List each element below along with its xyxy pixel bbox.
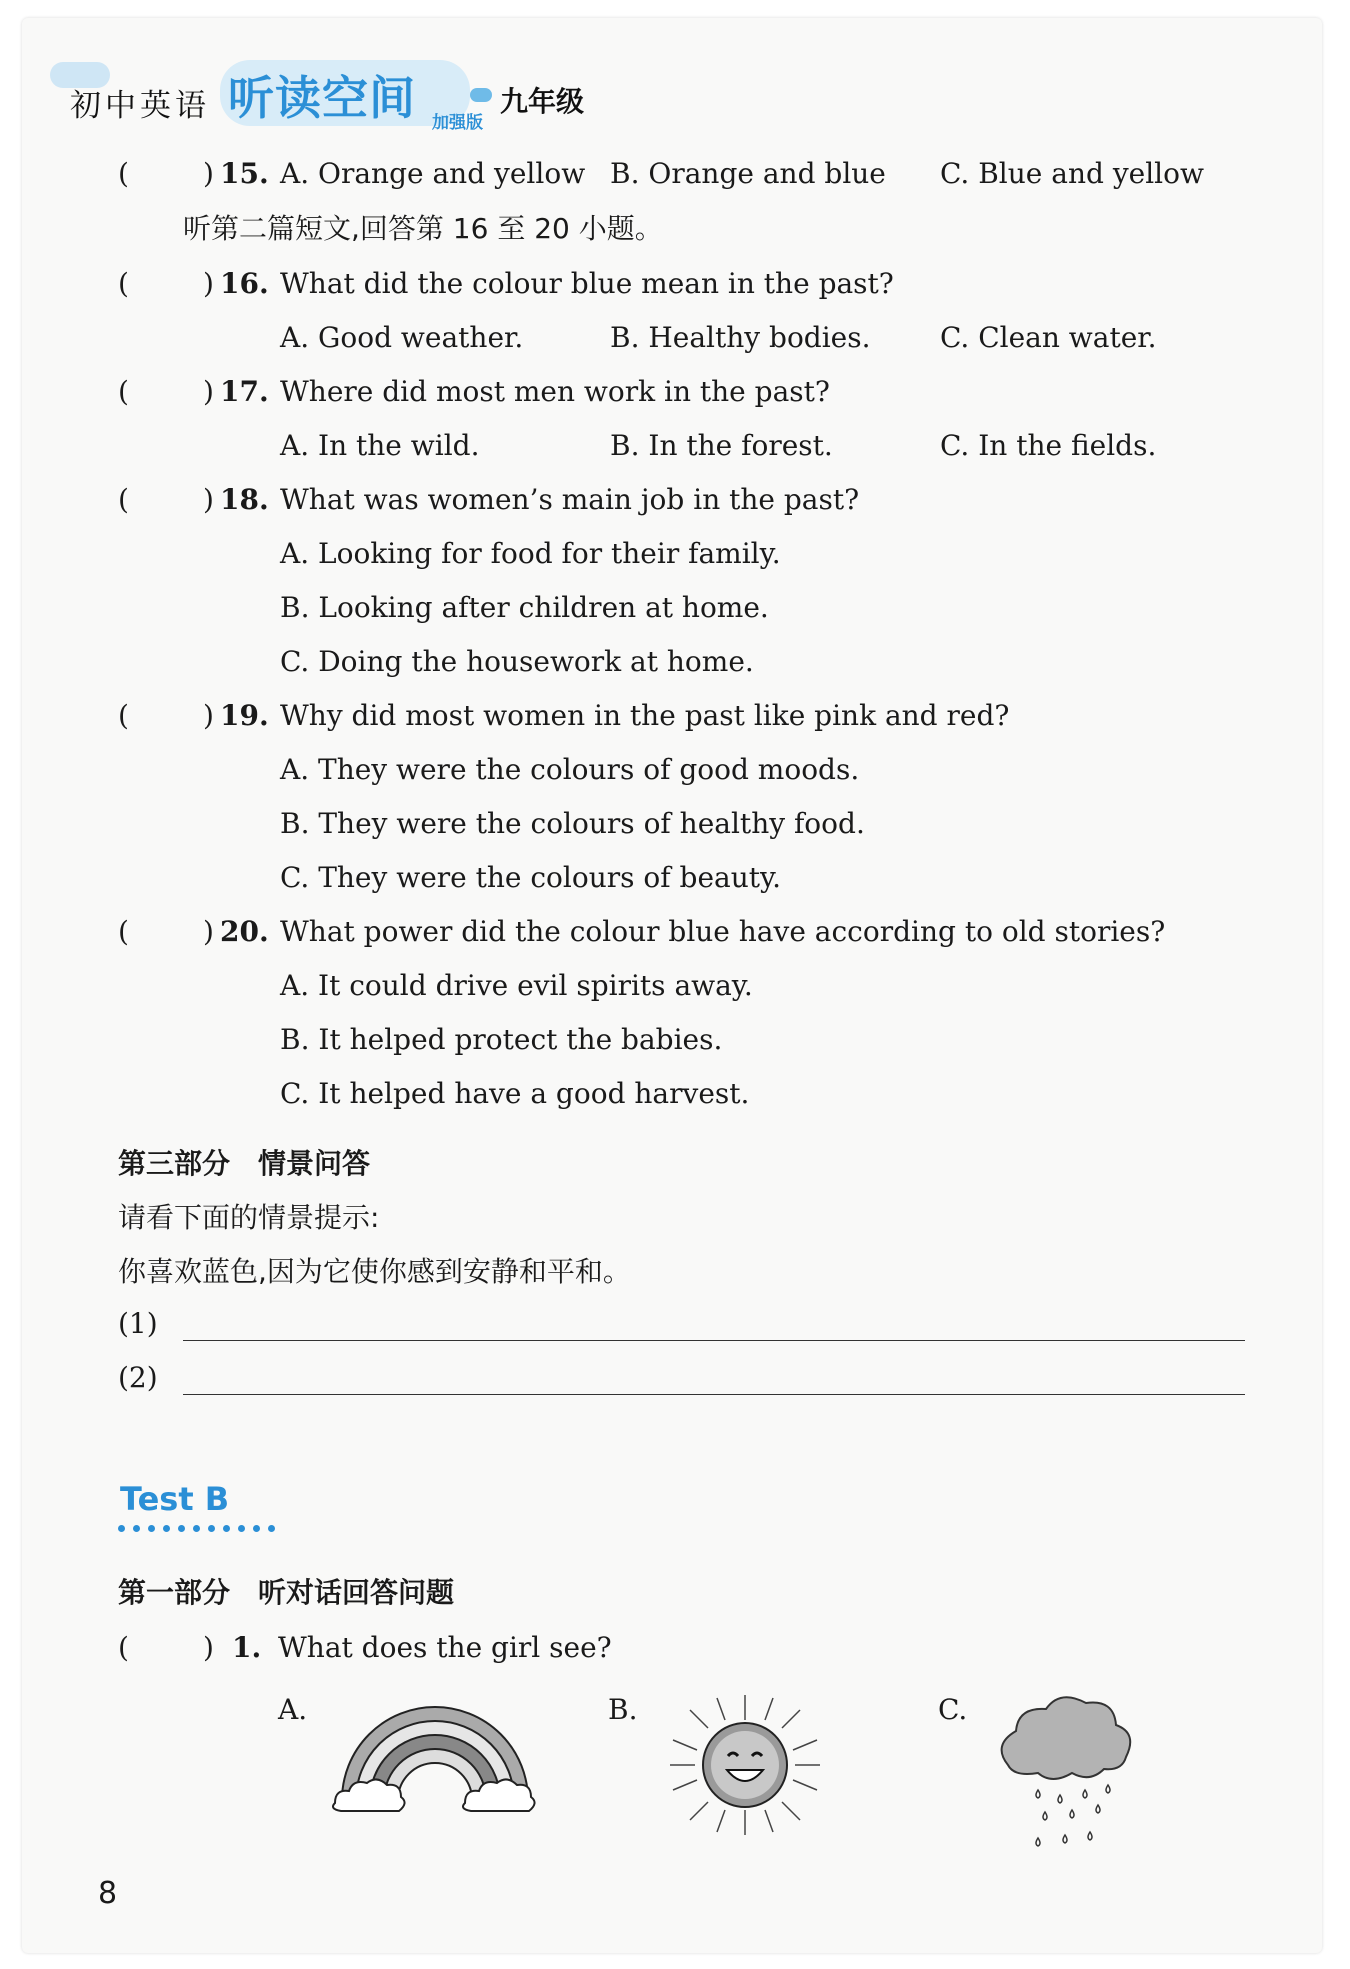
option-c: C. Clean water. bbox=[940, 321, 1157, 354]
question-number: 18. bbox=[220, 483, 269, 516]
answer-paren-open: ( bbox=[118, 375, 129, 408]
question-number: 19. bbox=[220, 699, 269, 732]
option-a: A. Looking for food for their family. bbox=[280, 537, 781, 570]
grade-label: 九年级 bbox=[500, 85, 585, 118]
option-c: C. It helped have a good harvest. bbox=[280, 1077, 750, 1110]
option-c: C. Blue and yellow bbox=[940, 157, 1204, 190]
question-number: 15. bbox=[220, 157, 269, 190]
answer-paren-open: ( bbox=[118, 1631, 129, 1664]
picture-option-a-label: A. bbox=[278, 1693, 308, 1726]
question-number: 1. bbox=[232, 1631, 262, 1664]
part-3-heading: 第三部分 情景问答 bbox=[118, 1147, 371, 1180]
option-b: B. Healthy bodies. bbox=[610, 321, 871, 354]
question-number: 20. bbox=[220, 915, 269, 948]
answer-paren-open: ( bbox=[118, 267, 129, 300]
answer-paren-close: ) bbox=[203, 157, 214, 190]
part-1-heading: 第一部分 听对话回答问题 bbox=[118, 1576, 455, 1609]
answer-paren-open: ( bbox=[118, 699, 129, 732]
option-c: C. Doing the housework at home. bbox=[280, 645, 754, 678]
rain-cloud-icon bbox=[990, 1690, 1140, 1860]
option-b: B. They were the colours of healthy food. bbox=[280, 807, 865, 840]
edition-label: 加强版 bbox=[432, 113, 483, 133]
answer-paren-open: ( bbox=[118, 483, 129, 516]
option-c: C. In the fields. bbox=[940, 429, 1157, 462]
picture-option-c-label: C. bbox=[938, 1693, 968, 1726]
answer-paren-close: ) bbox=[203, 1631, 214, 1664]
answer-paren-open: ( bbox=[118, 157, 129, 190]
option-b: B. Looking after children at home. bbox=[280, 591, 769, 624]
blank-label-1: (1) bbox=[118, 1307, 158, 1340]
question-number: 17. bbox=[220, 375, 269, 408]
series-title: 初中英语 bbox=[70, 88, 210, 124]
answer-paren-close: ) bbox=[203, 699, 214, 732]
brand-logo-text: 听读空间 bbox=[228, 71, 416, 125]
option-a: A. Orange and yellow bbox=[280, 157, 586, 190]
part-3-scene: 你喜欢蓝色,因为它使你感到安静和平和。 bbox=[118, 1255, 631, 1288]
test-b-title: Test B bbox=[120, 1480, 230, 1518]
answer-line-1[interactable] bbox=[183, 1340, 1245, 1341]
option-a: A. In the wild. bbox=[280, 429, 480, 462]
answer-paren-close: ) bbox=[203, 267, 214, 300]
page-header bbox=[50, 52, 650, 132]
option-b: B. In the forest. bbox=[610, 429, 833, 462]
cloud-dot-decoration bbox=[470, 88, 492, 102]
option-a: A. It could drive evil spirits away. bbox=[280, 969, 753, 1002]
part-3-prompt: 请看下面的情景提示: bbox=[118, 1201, 380, 1234]
blank-label-2: (2) bbox=[118, 1361, 158, 1394]
passage-2-instructions: 听第二篇短文,回答第 16 至 20 小题。 bbox=[183, 212, 663, 245]
sun-icon bbox=[665, 1690, 825, 1840]
option-a: A. They were the colours of good moods. bbox=[280, 753, 860, 786]
option-a: A. Good weather. bbox=[280, 321, 524, 354]
page-number: 8 bbox=[98, 1876, 118, 1911]
option-b: B. Orange and blue bbox=[610, 157, 886, 190]
picture-option-b-label: B. bbox=[608, 1693, 638, 1726]
answer-paren-open: ( bbox=[118, 915, 129, 948]
rainbow-icon bbox=[330, 1685, 540, 1820]
question-text: What was women’s main job in the past? bbox=[280, 483, 860, 516]
option-c: C. They were the colours of beauty. bbox=[280, 861, 782, 894]
dotted-underline bbox=[118, 1525, 275, 1532]
answer-line-2[interactable] bbox=[183, 1394, 1245, 1395]
question-text: Where did most men work in the past? bbox=[280, 375, 830, 408]
question-text: What does the girl see? bbox=[278, 1631, 612, 1664]
question-number: 16. bbox=[220, 267, 269, 300]
option-b: B. It helped protect the babies. bbox=[280, 1023, 723, 1056]
answer-paren-close: ) bbox=[203, 375, 214, 408]
question-text: What power did the colour blue have according to old stories? bbox=[280, 915, 1166, 948]
answer-paren-close: ) bbox=[203, 483, 214, 516]
question-text: What did the colour blue mean in the past? bbox=[280, 267, 894, 300]
answer-paren-close: ) bbox=[203, 915, 214, 948]
question-text: Why did most women in the past like pink and red? bbox=[280, 699, 1010, 732]
